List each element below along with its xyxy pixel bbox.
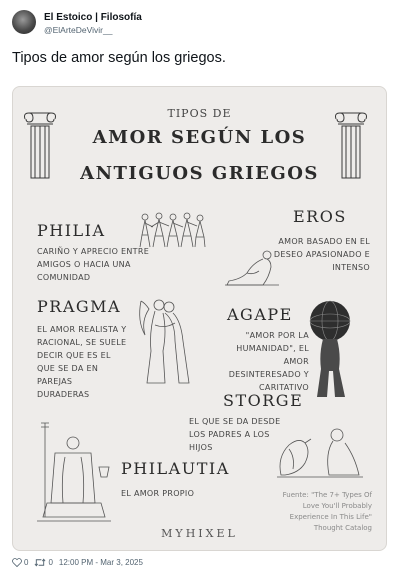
poster-title-small: TIPOS DE: [167, 107, 232, 120]
tweet-header: [12, 8, 388, 40]
agape-line: DESINTERESADO Y: [228, 370, 309, 379]
reclining-figure-illustration: [223, 247, 283, 289]
throne-figure-illustration: [35, 417, 113, 527]
eros-line: INTENSO: [332, 263, 370, 272]
agape-line: CARITATIVO: [259, 383, 309, 392]
philia-line: CARIÑO Y APRECIO ENTRE: [37, 247, 150, 256]
philautia-line: EL AMOR PROPIO: [121, 489, 195, 498]
tweet-text: Tipos de amor según los griegos.: [12, 50, 226, 66]
philia-description: [37, 245, 149, 284]
philia-line: AMIGOS O HACIA UNA: [37, 260, 131, 269]
retweet-icon: [34, 558, 46, 567]
pragma-heading: PRAGMA: [37, 297, 122, 316]
eros-line: AMOR BASADO EN EL: [278, 237, 370, 246]
poster-title-line1: AMOR SEGÚN LOS: [92, 127, 307, 148]
tweet-image[interactable]: [12, 86, 387, 551]
pragma-description: [37, 323, 126, 401]
philia-line: COMUNIDAD: [37, 273, 91, 282]
pragma-line: DECIR QUE ES EL: [37, 351, 111, 360]
pragma-line: PAREJAS: [37, 377, 73, 386]
source-line: Love You'll Probably: [302, 502, 372, 510]
avatar[interactable]: [12, 10, 36, 34]
eros-description: [274, 235, 370, 274]
pragma-line: DURADERAS: [37, 390, 90, 399]
pragma-line: EL AMOR REALISTA Y: [37, 325, 127, 334]
philautia-heading: PHILAUTIA: [121, 459, 230, 478]
pragma-line: RACIONAL, SE SUELE: [37, 338, 127, 347]
like-button[interactable]: [12, 558, 28, 567]
source-line: Thought Catalog: [313, 524, 372, 532]
tweet-timestamp[interactable]: 12:00 PM - Mar 3, 2025: [58, 558, 143, 567]
storge-line: HIJOS: [189, 443, 213, 452]
source-line: Fuente: "The 7+ Types Of: [282, 491, 372, 499]
source-line: Experience In This Life": [289, 513, 372, 521]
storge-line: LOS PADRES A LOS: [189, 430, 270, 439]
storge-line: EL QUE SE DA DESDE: [189, 417, 281, 426]
embracing-couple-illustration: [135, 291, 193, 387]
heart-icon: [12, 558, 22, 567]
author-handle[interactable]: @ElArteDeVivir__: [44, 25, 113, 35]
agape-heading: AGAPE: [227, 305, 293, 324]
agape-description: [209, 329, 309, 394]
bird-and-figure-illustration: [275, 423, 365, 481]
philautia-description: [121, 487, 194, 500]
like-count: 0: [24, 558, 29, 567]
eros-line: DESEO APASIONADO E: [273, 250, 370, 259]
dancing-figures-illustration: [137, 211, 207, 249]
author-name[interactable]: El Estoico | Filosofía: [44, 12, 142, 23]
agape-line: "AMOR POR LA: [245, 331, 309, 340]
brand-logo: MYHIXEL: [161, 527, 238, 540]
tweet-footer: [12, 558, 143, 567]
poster-title-line2: ANTIGUOS GRIEGOS: [80, 163, 319, 184]
atlas-globe-illustration: [307, 299, 353, 399]
pragma-line: QUE SE DA EN: [37, 364, 99, 373]
retweet-button[interactable]: [34, 558, 52, 567]
retweet-count: 0: [48, 558, 53, 567]
storge-heading: STORGE: [223, 391, 304, 410]
agape-line: HUMANIDAD", EL AMOR: [236, 344, 309, 366]
philia-heading: PHILIA: [37, 221, 106, 240]
eros-heading: EROS: [293, 207, 347, 226]
